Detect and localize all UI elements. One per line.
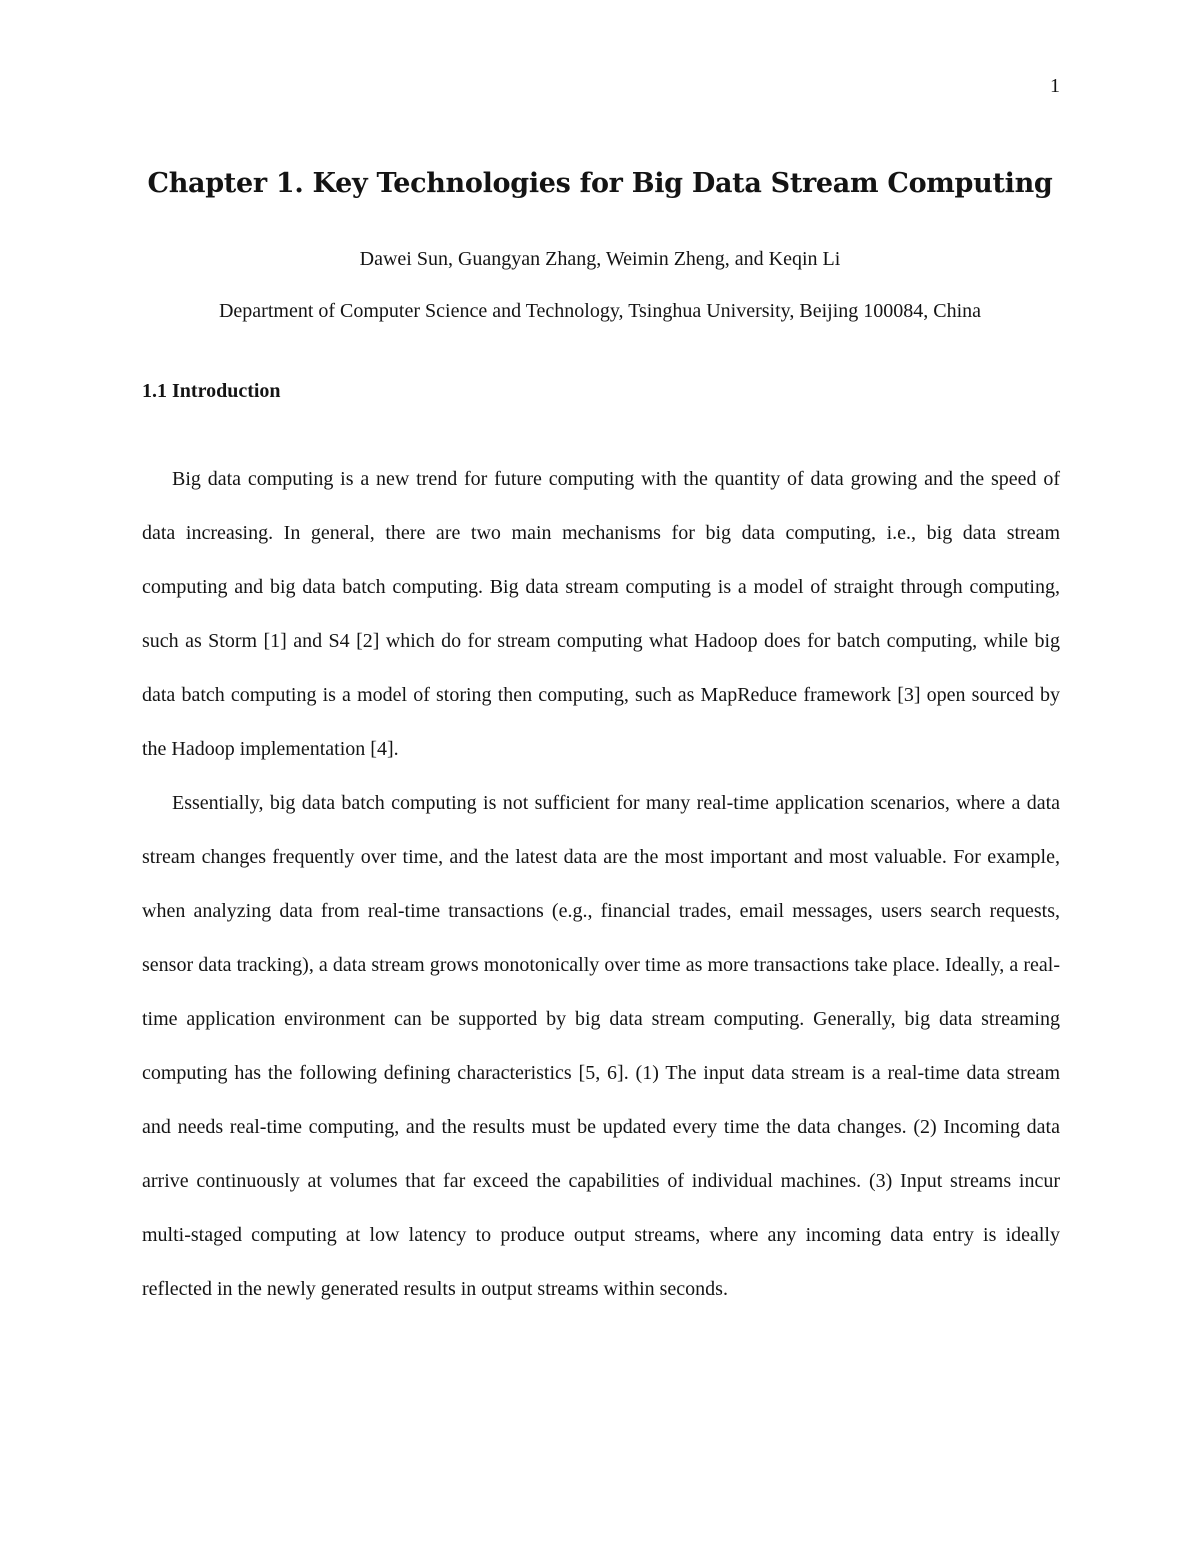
paragraph: Essentially, big data batch computing is not sufficient for many real-time application scenarios, where a data stream changes frequently over time, and the latest data are the most important and most valuable. For example, when analyzing data from real-time transactions (e.g., financial trades, email messages, users search requests, sensor data tracking), a data stream grows monotonically over time as more transactions take place. Ideally, a real-time application environment can be supported by big data stream computing. Generally, big data streaming computing has the following defining characteristics [5, 6]. (1) The input data stream is a real-time data stream and needs real-time computing, and the results must be updated every time the data changes. (2) Incoming data arrive continuously at volumes that far exceed the capabilities of individual machines. (3) Input streams incur multi-staged computing at low latency to produce output streams, where any incoming data entry is ideally reflected in the newly generated results in output streams within seconds. [142, 792, 1060, 1300]
author-list: Dawei Sun, Guangyan Zhang, Weimin Zheng, and Keqin Li [359, 248, 841, 270]
page-number: 1 [1050, 75, 1060, 97]
paragraph: Big data computing is a new trend for future computing with the quantity of data growing and the speed of data increasing. In general, there are two main mechanisms for big data computing, i.e., big data stream computing and big data batch computing. Big data stream computing is a model of straight through computing, such as Storm [1] and S4 [2] which do for stream computing what Hadoop does for batch computing, while big data batch computing is a model of storing then computing, such as MapReduce framework [3] open sourced by the Hadoop implementation [4]. [142, 468, 1060, 760]
section-heading: 1.1 Introduction [142, 380, 281, 402]
page-title: Chapter 1. Key Technologies for Big Data Stream Computing [147, 168, 1053, 199]
section-body [142, 452, 1060, 1316]
author-affiliation: Department of Computer Science and Technology, Tsinghua University, Beijing 100084, China [218, 300, 982, 322]
